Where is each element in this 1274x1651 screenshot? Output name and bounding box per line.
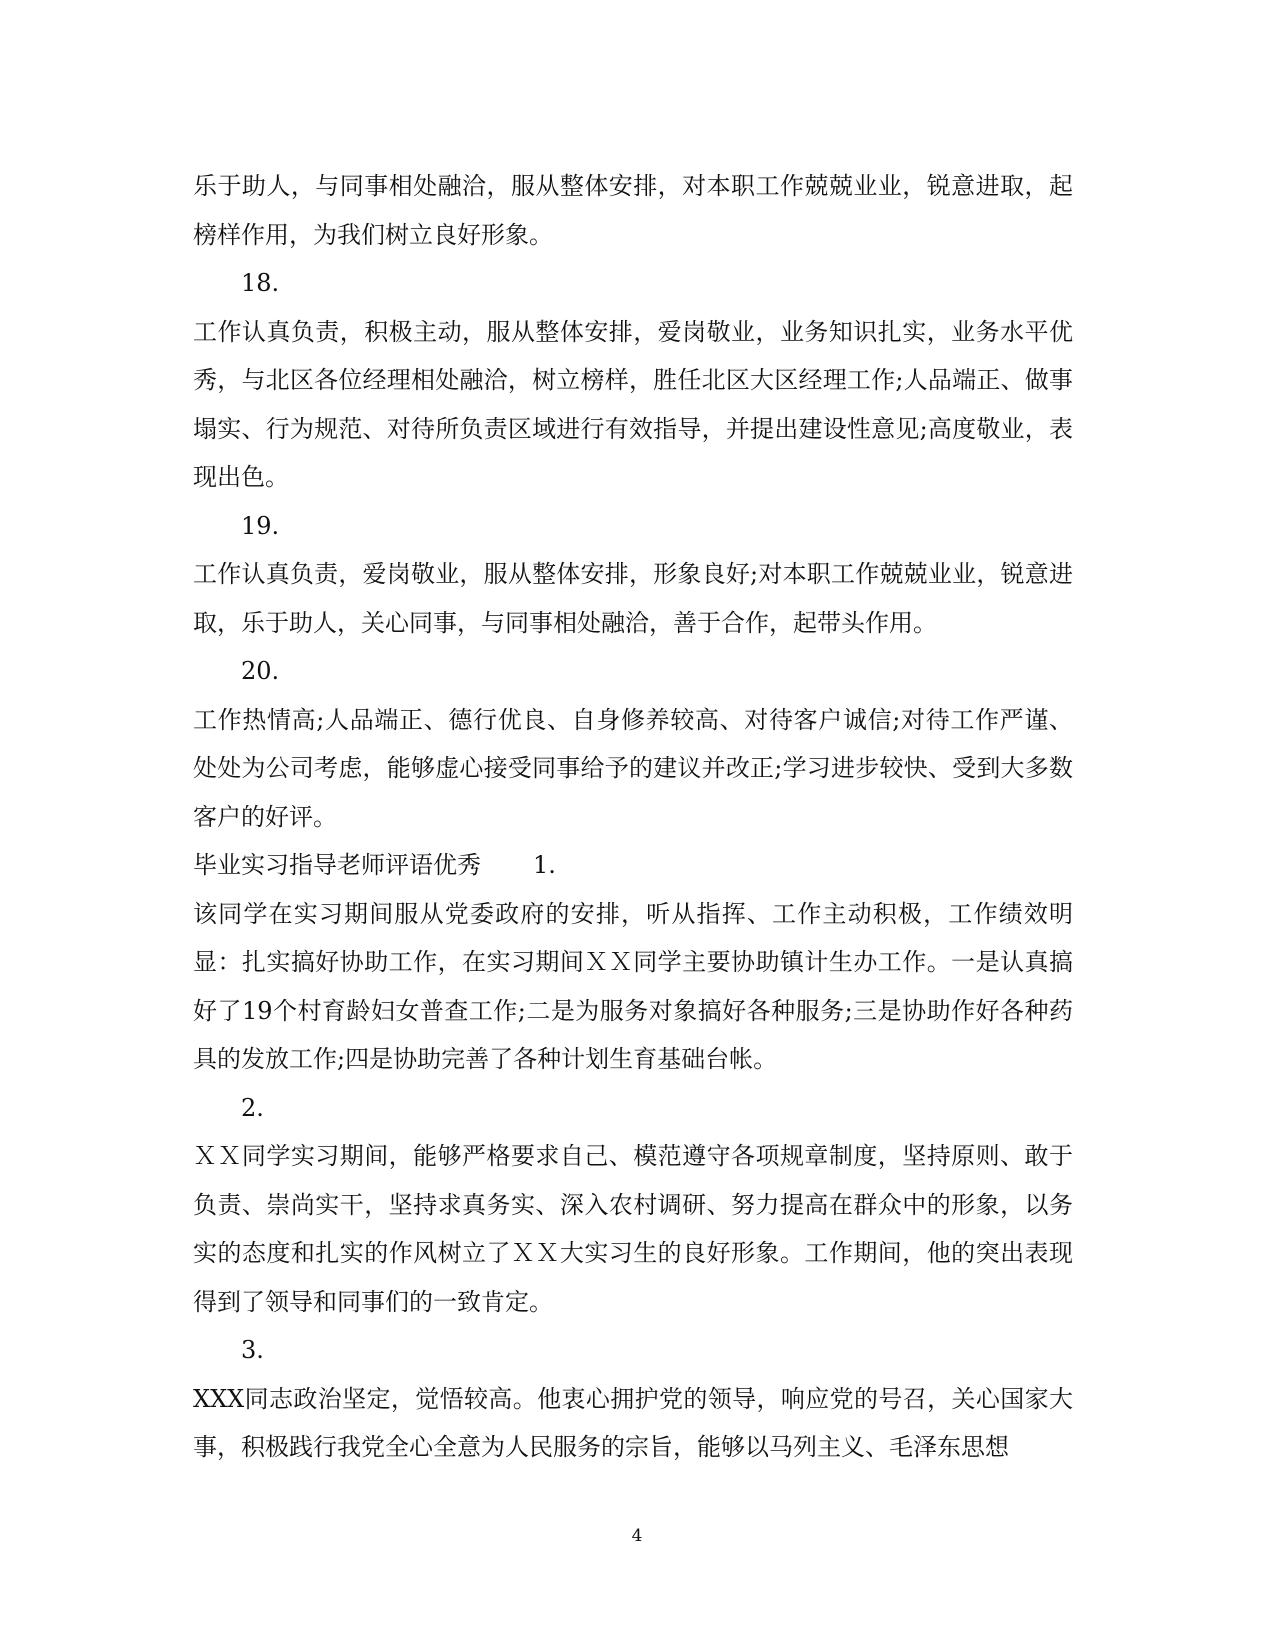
item-number-20: 20. — [241, 657, 280, 685]
paragraph-18: 工作认真负责，积极主动，服从整体安排，爱岗敬业，业务知识扎实，业务水平优秀，与北区各位经理相处融洽，树立榜样，胜任北区大区经理工作;人品端正、做事塌实、行为规范、对待所负责区域进行有效指导，并提出建设性意见;高度敬业，表现出色。 — [193, 317, 1073, 491]
paragraph-2: ＸＸ同学实习期间，能够严格要求自己、模范遵守各项规章制度，坚持原则、敢于负责、崇尚实干，坚持求真务实、深入农村调研、努力提高在群众中的形象，以务实的态度和扎实的作风树立了ＸＸ大实习生的良好形象。工作期间，他的突出表现得到了领导和同事们的一致肯定。 — [193, 1142, 1073, 1316]
item-number-3: 3. — [241, 1336, 264, 1364]
document-body — [193, 162, 1073, 1472]
item-number-2: 2. — [241, 1093, 264, 1122]
paragraph-20: 工作热情高;人品端正、德行优良、自身修养较高、对待客户诚信;对待工作严谨、处处为公司考虑，能够虚心接受同事给予的建议并改正;学习进步较快、受到大多数客户的好评。 — [193, 705, 1073, 831]
page-number: 4 — [631, 1526, 643, 1546]
section-item-number-1: 1. — [533, 851, 556, 879]
paragraph-1: 该同学在实习期间服从党委政府的安排，听从指挥、工作主动积极，工作绩效明显：扎实搞好协助工作，在实习期间ＸＸ同学主要协助镇计生办工作。一是认真搞好了19个村育龄妇女普查工作;二是为服务对象搞好各种服务;三是协助作好各种药具的发放工作;四是协助完善了各种计划生育基础台帐。 — [193, 899, 1073, 1073]
section-heading — [193, 841, 1073, 890]
paragraph-17-end: 乐于助人，与同事相处融洽，服从整体安排，对本职工作兢兢业业，锐意进取，起榜样作用，为我们树立良好形象。 — [193, 172, 1073, 249]
section-heading-text: 毕业实习指导老师评语优秀 — [193, 851, 481, 879]
item-number-18: 18. — [241, 269, 280, 297]
paragraph-19: 工作认真负责，爱岗敬业，服从整体安排，形象良好;对本职工作兢兢业业，锐意进取，乐于助人，关心同事，与同事相处融洽，善于合作，起带头作用。 — [193, 560, 1073, 637]
paragraph-3: XXX同志政治坚定，觉悟较高。他衷心拥护党的领导，响应党的号召，关心国家大事，积极践行我党全心全意为人民服务的宗旨，能够以马列主义、毛泽东思想 — [193, 1384, 1073, 1461]
item-number-19: 19. — [241, 511, 280, 540]
